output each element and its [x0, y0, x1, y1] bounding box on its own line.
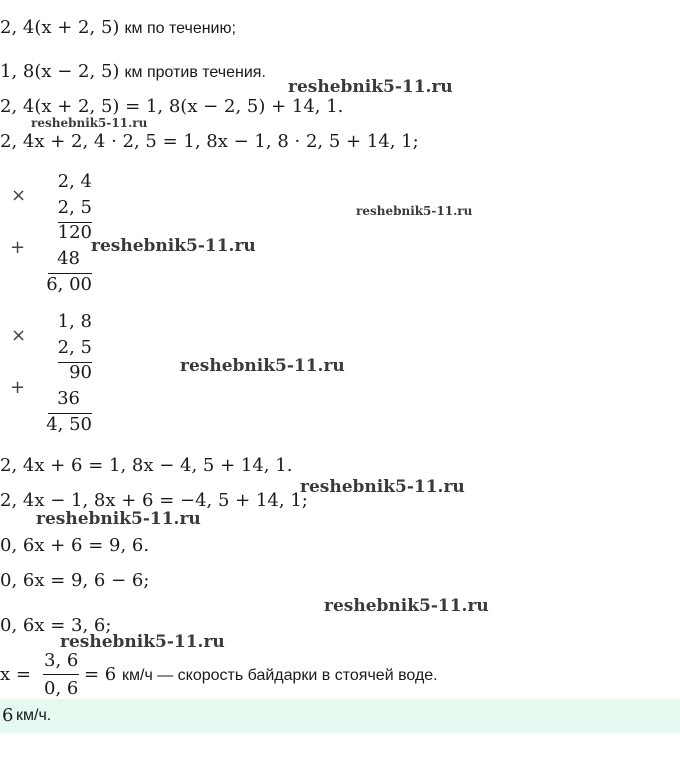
factor-a: 2, 4 [57, 171, 92, 192]
label-upstream: км против течения. [124, 64, 266, 81]
grouped-line: 2, 4x − 1, 8x + 6 = −4, 5 + 14, 1; [0, 490, 308, 511]
result-line: 0, 6x = 3, 6; [0, 615, 112, 636]
times-sign: × [11, 325, 27, 346]
times-sign: × [11, 185, 27, 206]
watermark: reshebnik5-11.ru [300, 477, 465, 497]
solution-line-2 [0, 61, 266, 84]
answer-value: 6 [2, 705, 14, 726]
watermark: reshebnik5-11.ru [356, 204, 473, 218]
fraction-numerator: 3, 6 [44, 650, 79, 671]
label-downstream: км по течению; [124, 20, 236, 37]
rhs-value: = 6 [84, 664, 117, 685]
combined-line: 0, 6x + 6 = 9, 6. [0, 535, 150, 556]
partial-product-2: 48 [57, 248, 80, 269]
answer-box [0, 699, 680, 733]
expanded-equation-line: 2, 4x + 2, 4 · 2, 5 = 1, 8x − 1, 8 · 2, 5 + 14, 1; [0, 131, 419, 152]
watermark: reshebnik5-11.ru [36, 509, 201, 529]
answer-unit: км/ч. [16, 707, 52, 724]
lhs-x: x = [0, 664, 31, 685]
final-explanation: км/ч — скорость байдарки в стоячей воде. [122, 667, 438, 684]
isolate-line: 0, 6x = 9, 6 − 6; [0, 570, 150, 591]
expr-upstream-distance: 1, 8(x − 2, 5) [0, 61, 120, 82]
factor-b: 2, 5 [57, 337, 92, 358]
partial-product-2: 36 [57, 388, 80, 409]
watermark: reshebnik5-11.ru [60, 632, 225, 652]
plus-sign: + [10, 377, 26, 398]
expr-downstream-distance: 2, 4(x + 2, 5) [0, 17, 120, 38]
equation-line: 2, 4(x + 2, 5) = 1, 8(x − 2, 5) + 14, 1. [0, 96, 344, 117]
watermark: reshebnik5-11.ru [91, 236, 256, 256]
product-result: 6, 00 [46, 274, 92, 295]
factor-b: 2, 5 [57, 197, 92, 218]
solution-line-1 [0, 17, 236, 40]
watermark: reshebnik5-11.ru [288, 77, 453, 97]
factor-a: 1, 8 [57, 311, 92, 332]
plus-sign: + [10, 237, 26, 258]
fraction-denominator: 0, 6 [44, 678, 79, 699]
simplified-line: 2, 4x + 6 = 1, 8x − 4, 5 + 14, 1. [0, 455, 293, 476]
partial-product-1: 120 [57, 222, 92, 243]
watermark: reshebnik5-11.ru [180, 356, 345, 376]
partial-product-1: 90 [69, 362, 92, 383]
fraction-bar [43, 674, 79, 675]
product-result: 4, 50 [46, 414, 92, 435]
watermark: reshebnik5-11.ru [324, 596, 489, 616]
watermark: reshebnik5-11.ru [31, 116, 148, 130]
